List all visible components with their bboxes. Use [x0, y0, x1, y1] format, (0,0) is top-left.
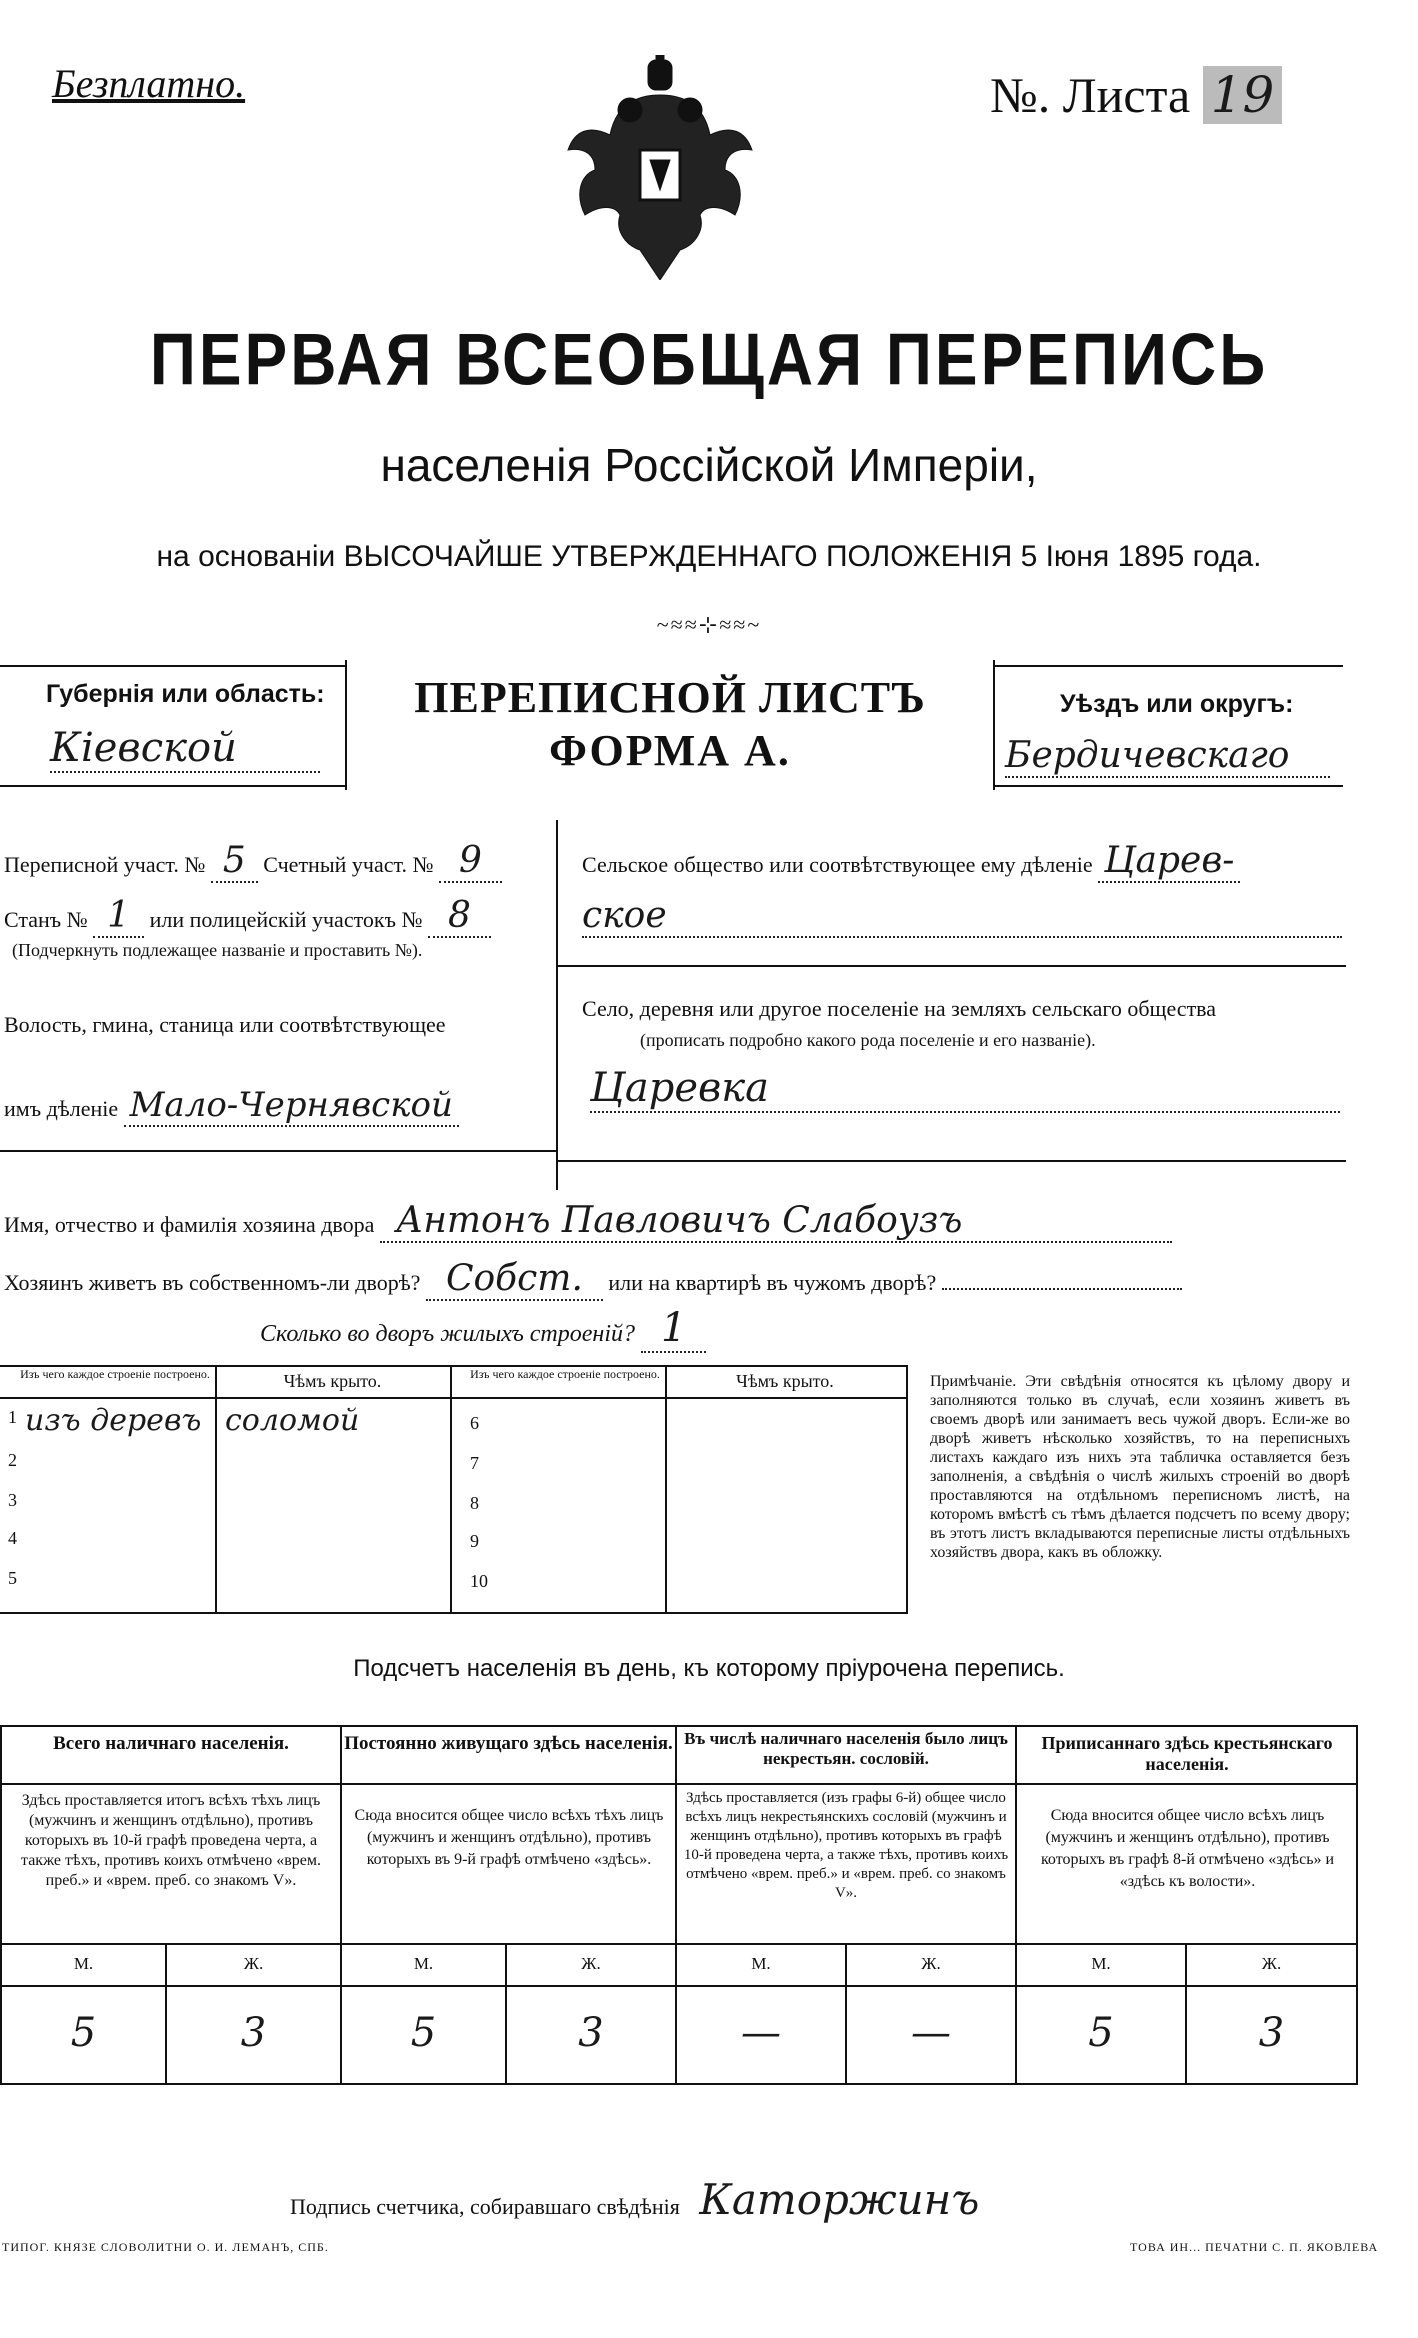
buildings-note: Примѣчаніе. Эти свѣдѣнія относятся къ цѣлому двору и заполняются только въ случаѣ, если хозяинъ живетъ въ своемъ дворѣ или занимаетъ весь чужой дворъ. Если-же во дворѣ живетъ нѣсколько хозяйствъ, то на переписныхъ листахъ каждаго изъ нихъ эта табличка оставляется безъ заполненія, а свѣдѣнія о числѣ жилыхъ строеній во дворѣ проставляются на отдѣльномъ переписномъ листѣ, на которомъ вмѣстѣ съ тѣмъ дѣлается подсчетъ по всему двору; въ этотъ листъ вкладываются переписные листы отдѣльныхъ хозяйствъ двора, какъ въ обложку. — [930, 1373, 1350, 1561]
pop-col-desc: Сюда вносится общее число всѣхъ лицъ (мужчинъ и женщинъ отдѣльно), противъ которыхъ въ графѣ 8-й отмѣчено «здѣсь» и «здѣсь къ волости». — [1040, 1807, 1335, 1890]
row-number: 10 — [470, 1571, 488, 1591]
pop-m-label: М. — [751, 1954, 771, 1973]
owner-name-row — [4, 1200, 1172, 1243]
volost-label-2: имъ дѣленіе — [4, 1096, 119, 1121]
row-number: 7 — [470, 1453, 479, 1473]
pop-col-title: Приписаннаго здѣсь крестьянскаго населенія. — [1041, 1733, 1333, 1774]
stan-row — [4, 895, 491, 936]
police-label: или полицейскій участокъ № — [149, 907, 423, 932]
society-value-2: ское — [582, 895, 1342, 938]
pop-f-label: Ж. — [921, 1954, 941, 1973]
village-label: Село, деревня или другое поселеніе на земляхъ сельскаго общества — [582, 996, 1217, 1021]
free-label: Безплатно. — [52, 61, 246, 106]
row-number: 9 — [470, 1531, 479, 1551]
pop-f-label: Ж. — [1261, 1954, 1282, 1973]
police-value: 8 — [428, 895, 491, 938]
main-title: ПЕРВАЯ ВСЕОБЩАЯ ПЕРЕПИСЬ — [149, 317, 1269, 401]
signature-label: Подпись счетчика, собиравшаго свѣдѣнія — [290, 2194, 680, 2219]
signature-value: Каторжинъ — [699, 2175, 980, 2224]
buildings-row — [260, 1305, 706, 1351]
pop-f-value: 3 — [240, 2010, 267, 2056]
buildings-value: 1 — [641, 1305, 706, 1353]
stan-label: Станъ № — [4, 907, 88, 932]
pop-f-value: 3 — [1258, 2010, 1285, 2056]
society-label: Сельское общество или соотвѣтствующее ему дѣленіе — [582, 852, 1093, 877]
gubernia-label: Губернія или область: — [46, 680, 325, 708]
ornament-divider: ~≈≈⊹≈≈~ — [656, 612, 762, 637]
buildings-label: Сколько во дворъ жилыхъ строеній? — [260, 1321, 635, 1347]
row-number: 6 — [470, 1413, 479, 1433]
pop-col-desc: Здѣсь проставляется итогъ всѣхъ тѣхъ лицъ (мужчинъ и женщинъ отдѣльно), противъ которыхъ въ 10-й графѣ проведена черта, а также тѣхъ, противъ коихъ отмѣчено «врем. преб.» и «врем. преб. со знакомъ V». — [21, 1792, 321, 1889]
basis-line: на основаніи ВЫСОЧАЙШЕ УТВЕРЖДЕННАГО ПОЛОЖЕНІЯ 5 Іюня 1895 года. — [156, 540, 1262, 573]
uezd-label: Уѣздъ или округъ: — [1060, 690, 1294, 718]
census-area-value: 5 — [211, 840, 258, 883]
pop-m-value: 5 — [410, 2010, 437, 2056]
col-roof-left: Чѣмъ крыто. — [283, 1371, 382, 1391]
stan-value: 1 — [93, 895, 144, 938]
owner-lives-label-2: или на квартирѣ въ чужомъ дворѣ? — [608, 1270, 937, 1295]
census-area-row — [4, 840, 502, 881]
counting-area-label: Счетный участ. № — [263, 852, 434, 877]
pop-col-title: Всего наличнаго населенія. — [53, 1733, 289, 1754]
owner-name-label: Имя, отчество и фамилія хозяина двора — [4, 1212, 375, 1237]
sheet-number-label: №. Листа — [990, 67, 1191, 123]
sheet-number-value: 19 — [1203, 66, 1283, 124]
col-material-left: Изъ чего каждое строеніе построено. — [20, 1367, 210, 1381]
row-number: 2 — [8, 1450, 17, 1470]
col-roof-right: Чѣмъ крыто. — [736, 1371, 834, 1391]
row-number: 5 — [8, 1568, 17, 1588]
census-area-label: Переписной участ. № — [4, 852, 206, 877]
pop-m-label: М. — [73, 1954, 94, 1973]
pop-col-title: Въ числѣ наличнаго населенія было лицъ некрестьян. сословій. — [684, 1729, 1008, 1768]
owner-lives-row — [4, 1258, 1182, 1299]
society-row — [582, 840, 1240, 881]
village-value: Царевка — [590, 1065, 1340, 1113]
row-number: 4 — [8, 1528, 17, 1548]
building-roof: соломой — [225, 1403, 360, 1438]
volost-value: Мало-Чернявской — [124, 1085, 459, 1127]
eagle-emblem-icon — [560, 55, 760, 280]
population-table — [0, 1725, 1360, 2085]
pop-m-value: — — [741, 2010, 781, 2056]
volost-row — [4, 1085, 459, 1125]
row-number: 8 — [470, 1493, 479, 1513]
volost-label-1: Волость, гмина, станица или соотвѣтствующее — [4, 1012, 446, 1037]
pop-m-label: М. — [413, 1954, 434, 1973]
row-number: 3 — [8, 1490, 17, 1510]
form-title-line1: ПЕРЕПИСНОЙ ЛИСТЪ — [414, 673, 926, 722]
printer-left: ТИПОГ. КНЯЗЕ СЛОВОЛИТНИ О. И. ЛЕМАНЪ, СПБ. — [2, 2240, 329, 2254]
pop-m-value: 5 — [1088, 2010, 1114, 2056]
row-number: 1 — [8, 1407, 17, 1427]
gubernia-value: Кіевской — [50, 725, 320, 773]
pop-m-label: М. — [1091, 1954, 1111, 1973]
pop-col-desc: Сюда вносится общее число всѣхъ тѣхъ лицъ (мужчинъ и женщинъ отдѣльно), противъ которыхъ въ 9-й графѣ отмѣчено «здѣсь». — [354, 1807, 664, 1868]
sheet-number — [990, 66, 1282, 124]
pop-f-value: 3 — [578, 2010, 604, 2056]
village-note: (прописать подробно какого рода поселеніе и его названіе). — [640, 1030, 1096, 1050]
printer-right: ТОВА ИН... ПЕЧАТНИ С. П. ЯКОВЛЕВА — [1130, 2240, 1379, 2254]
owner-lives-value: Собст. — [426, 1258, 603, 1301]
uezd-value: Бердичевскаго — [1005, 735, 1330, 778]
pop-col-title: Постоянно живущаго здѣсь населенія. — [344, 1733, 673, 1754]
col-material-right: Изъ чего каждое строеніе построено. — [470, 1367, 660, 1381]
pop-m-value: 5 — [70, 2010, 97, 2056]
pop-col-desc: Здѣсь проставляется (изъ графы 6-й) общее число всѣхъ лицъ некрестьянскихъ сословій (мужчинъ и женщинъ отдѣльно), противъ которыхъ въ графѣ 10-й проведена черта, а также тѣхъ, противъ коихъ отмѣчено «врем. преб.» и «врем. преб. со знакомъ V». — [683, 1790, 1009, 1901]
owner-lives-label: Хозяинъ живетъ въ собственномъ-ли дворѣ? — [4, 1270, 421, 1295]
subtitle: населенія Россійской Имперіи, — [380, 439, 1038, 491]
pop-f-label: Ж. — [581, 1954, 601, 1973]
signature-row — [290, 2175, 993, 2224]
buildings-table — [0, 1365, 910, 1615]
form-title-line2: ФОРМА А. — [549, 726, 791, 775]
pop-f-value: — — [911, 2010, 951, 2056]
building-material: изъ деревъ — [25, 1403, 202, 1438]
stan-note: (Подчеркнуть подлежащее названіе и проставить №). — [12, 940, 423, 960]
counting-area-value: 9 — [439, 840, 502, 883]
owner-name-value: Антонъ Павловичъ Слабоузъ — [380, 1200, 1172, 1243]
society-value-1: Царев- — [1098, 840, 1240, 883]
population-heading: Подсчетъ населенія въ день, къ которому пріурочена перепись. — [353, 1655, 1065, 1682]
pop-f-label: Ж. — [243, 1954, 264, 1973]
